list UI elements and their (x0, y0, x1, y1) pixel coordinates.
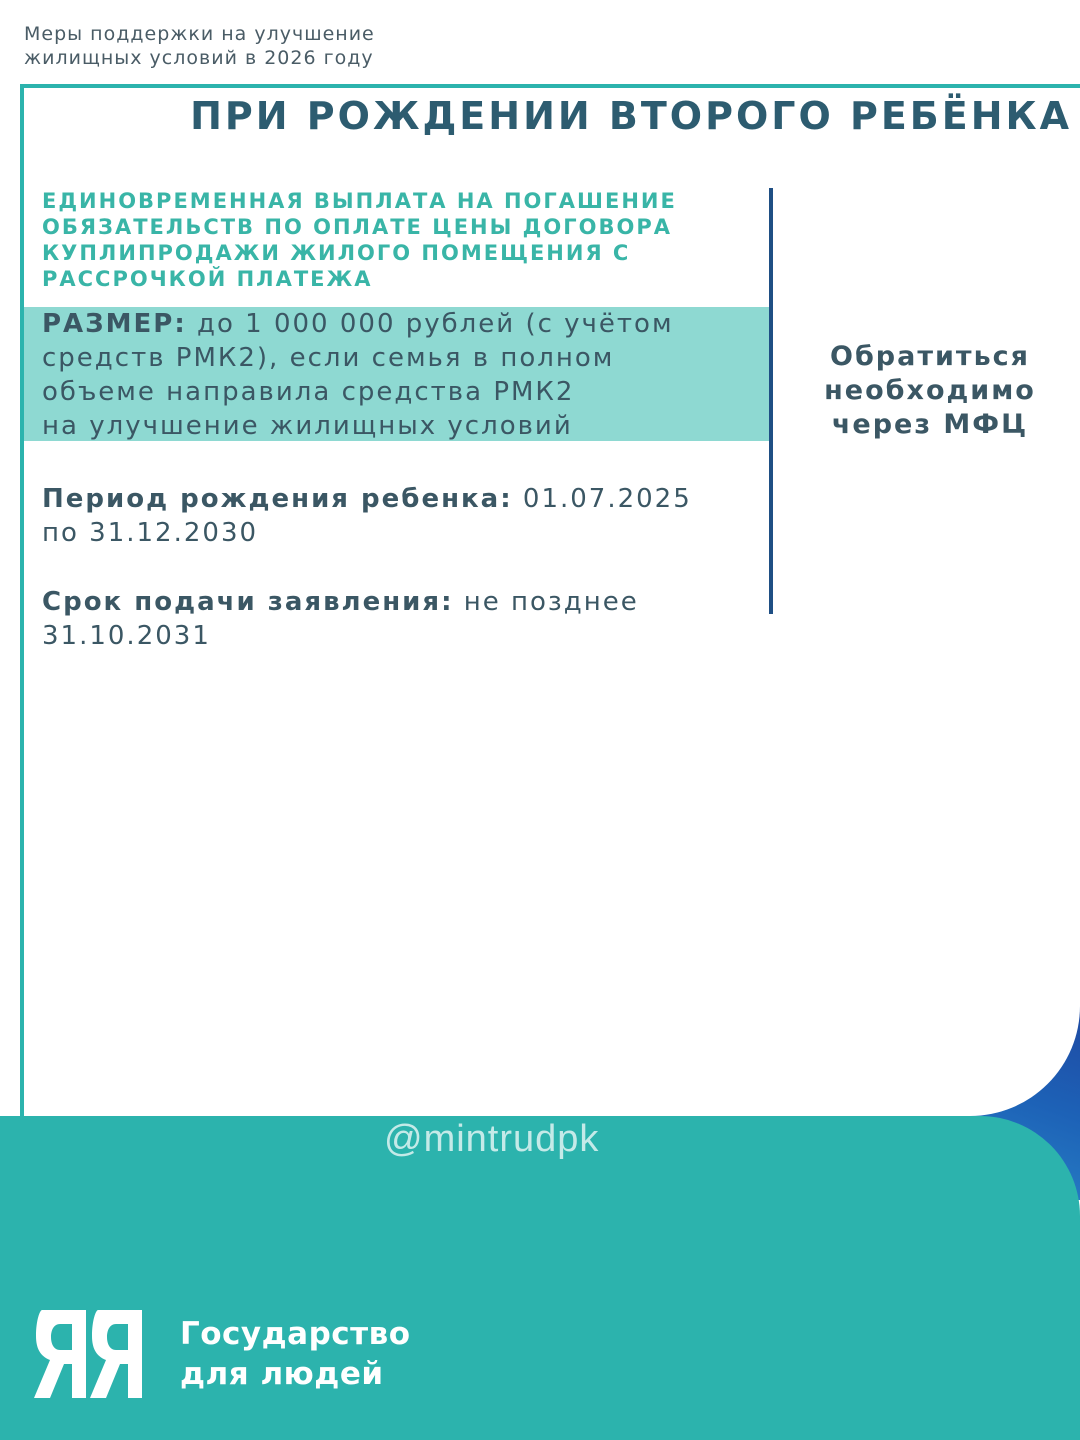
page-title: ПРИ РОЖДЕНИИ ВТОРОГО РЕБЁНКА (190, 94, 1072, 138)
mfc-note-line-2: необходимо (824, 375, 1036, 406)
header-caption-line-2: жилищных условий в 2026 году (24, 47, 374, 69)
period-line-2: по 31.12.2030 (42, 518, 259, 548)
logo-wordmark-line-2: для людей (180, 1356, 384, 1392)
header-caption-line-1: Меры поддержки на улучшение (24, 23, 375, 45)
size-value: до 1 000 000 рублей (с учётом (186, 309, 674, 339)
mfc-note-line-1: Обратиться (830, 341, 1030, 372)
size-line-4: на улучшение жилищных условий (42, 411, 573, 441)
deadline-line-2: 31.10.2031 (42, 621, 211, 651)
social-handle: @mintrudpk (384, 1118, 600, 1160)
size-line-1 (42, 307, 762, 341)
period-start: 01.07.2025 (512, 484, 692, 514)
payment-title-line-1: ЕДИНОВРЕМЕННАЯ ВЫПЛАТА НА ПОГАШЕНИЕ (42, 189, 677, 213)
payment-title-line-3: КУПЛИПРОДАЖИ ЖИЛОГО ПОМЕЩЕНИЯ С (42, 241, 631, 265)
deadline-line-1 (42, 585, 762, 619)
period-label: Период рождения ребенка: (42, 484, 513, 514)
header-caption (24, 22, 444, 70)
mfc-note (790, 340, 1070, 442)
deadline-value: не позднее (453, 587, 639, 617)
gosudarstvo-logo-icon (34, 1306, 146, 1402)
vertical-divider (769, 188, 773, 614)
logo-wordmark (180, 1314, 411, 1394)
logo-wordmark-line-1: Государство (180, 1316, 411, 1352)
deadline-label: Срок подачи заявления: (42, 587, 454, 617)
footer-band (0, 1116, 1080, 1440)
payment-title-line-4: РАССРОЧКОЙ ПЛАТЕЖА (42, 267, 373, 291)
birth-period-block (42, 482, 762, 550)
size-line-3: объеме направила средства РМК2 (42, 377, 575, 407)
mfc-note-line-3: через МФЦ (831, 409, 1029, 440)
deadline-block (42, 585, 762, 653)
size-label: РАЗМЕР: (42, 309, 187, 339)
payment-title (42, 188, 722, 292)
payment-title-line-2: ОБЯЗАТЕЛЬСТВ ПО ОПЛАТЕ ЦЕНЫ ДОГОВОРА (42, 215, 672, 239)
size-block (42, 307, 762, 443)
size-line-2: средств РМК2), если семья в полном (42, 343, 615, 373)
period-line-1 (42, 482, 762, 516)
